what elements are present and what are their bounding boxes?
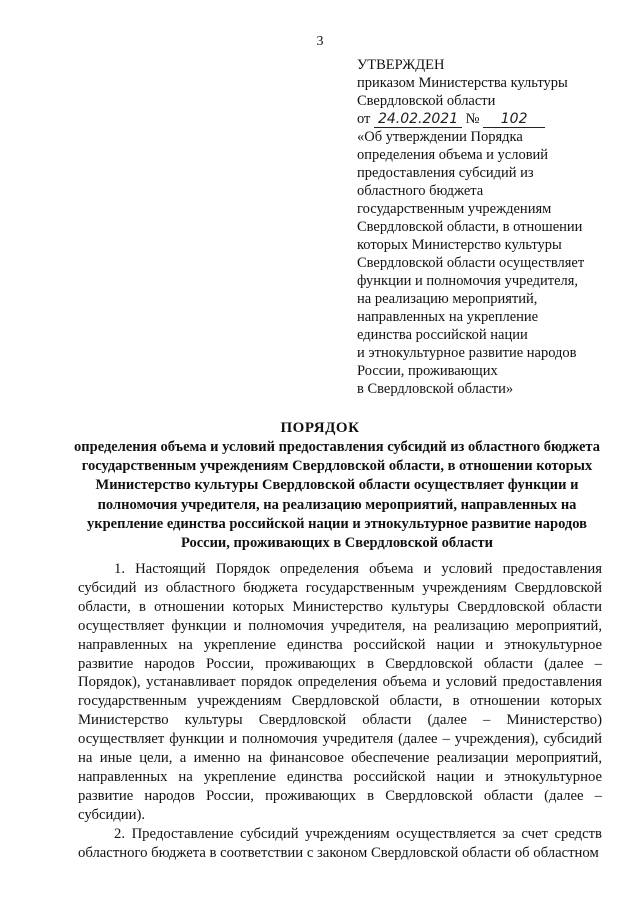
order-title-line: Свердловской области осуществляет	[357, 255, 585, 271]
order-title-line: которых Министерство культуры	[357, 237, 562, 253]
page-number: 3	[316, 34, 324, 49]
approval-block	[357, 56, 627, 398]
approval-line: Свердловской области	[357, 93, 496, 109]
order-title-line: и этнокультурное развитие народов	[357, 345, 577, 361]
order-title-line: России, проживающих	[357, 363, 498, 379]
number-field	[483, 112, 545, 128]
handwritten-number: 102	[500, 111, 528, 127]
date-field	[374, 112, 462, 128]
order-date-number-line	[357, 110, 627, 128]
order-title-line: единства российской нации	[357, 327, 528, 343]
order-title-line: в Свердловской области»	[357, 381, 514, 397]
document-body	[78, 560, 602, 863]
order-title-line: государственным учреждениям	[357, 201, 552, 217]
number-prefix: №	[465, 111, 480, 127]
handwritten-date: 24.02.2021	[377, 111, 459, 127]
document-subtitle: определения объема и условий предоставления субсидий из областного бюджета государственным учреждениям Свердловской области, в отношении которых Министерство культуры Свердловской области осуществляет функции и полномочия учредителя, на реализацию мероприятий, направленных на укрепление единства российской нации и этнокультурное развитие народов России, проживающих в Свердловской области	[74, 439, 600, 552]
order-title-line: областного бюджета	[357, 183, 484, 199]
approval-line: приказом Министерства культуры	[357, 75, 568, 91]
order-title-line: на реализацию мероприятий,	[357, 291, 538, 307]
paragraph: 1. Настоящий Порядок определения объема и условий предоставления субсидий из областного бюджета государственным учреждениям Свердловской области, в отношении которых Министерство культуры Свердловской области осуществляет функции и полномочия учредителя, на реализацию мероприятий, направленных на укрепление единства российской нации и этнокультурное развитие народов России, проживающих в Свердловской области (далее – Порядок), устанавливает порядок определения объема и условий предоставления государственным учреждениям Свердловской области, в отношении которых Министерство культуры Свердловской области (далее – Министерство) осуществляет функции и полномочия учредителя (далее – учреждения), субсидий на иные цели, а именно на финансовое обеспечение реализации мероприятий, направленных на укрепление единства российской нации и этнокультурное развитие народов России, проживающих в Свердловской области (далее – субсидии).	[78, 561, 602, 823]
paragraph: 2. Предоставление субсидий учреждениям осуществляется за счет средств областного бюджета в соответствии с законом Свердловской области об областном	[78, 825, 602, 861]
order-title-line: направленных на укрепление	[357, 309, 539, 325]
order-title-line: функции и полномочия учредителя,	[357, 273, 579, 289]
order-title-line: «Об утверждении Порядка	[357, 129, 523, 145]
date-prefix: от	[357, 111, 371, 127]
order-title-line: определения объема и условий	[357, 147, 549, 163]
document-title: ПОРЯДОК	[280, 420, 360, 436]
approval-heading: УТВЕРЖДЕН	[357, 57, 445, 73]
order-title-line: Свердловской области, в отношении	[357, 219, 583, 235]
order-title-line: предоставления субсидий из	[357, 165, 534, 181]
